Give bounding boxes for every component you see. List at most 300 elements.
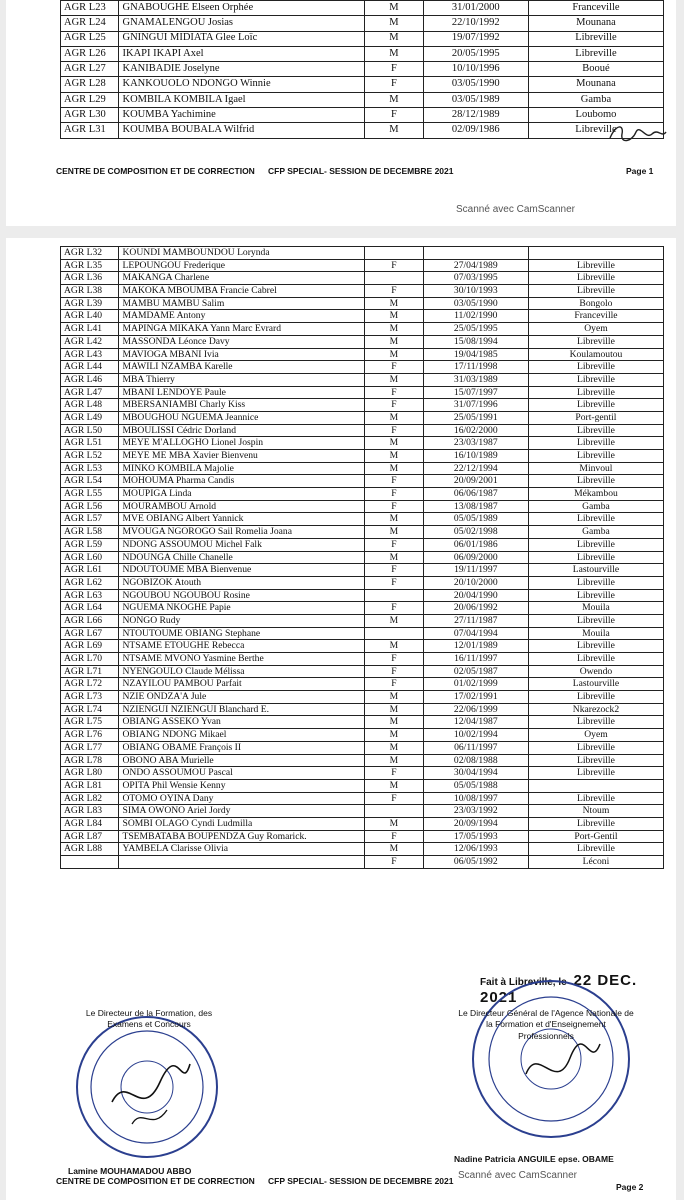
candidate-code: AGR L71 xyxy=(61,665,119,678)
candidate-birthplace: Lastourville xyxy=(528,678,663,691)
candidate-name: MOUPIGA Linda xyxy=(119,488,365,501)
candidate-name: MVE OBIANG Albert Yannick xyxy=(119,513,365,526)
candidate-birthplace: Mounana xyxy=(528,16,663,31)
candidate-sex: M xyxy=(365,716,423,729)
candidate-sex: F xyxy=(365,285,423,298)
table-row xyxy=(61,285,664,298)
candidate-birthplace: Libreville xyxy=(528,31,663,46)
candidate-name: NDOUNGA Chille Chanelle xyxy=(119,551,365,564)
candidate-birthdate: 25/05/1991 xyxy=(423,411,528,424)
candidate-birthplace: Libreville xyxy=(528,538,663,551)
candidate-birthdate: 06/09/2000 xyxy=(423,551,528,564)
candidate-code: AGR L43 xyxy=(61,348,119,361)
candidate-sex: F xyxy=(365,259,423,272)
candidate-name: NYENGOULO Claude Mélissa xyxy=(119,665,365,678)
candidate-name: NGOBIZOK Atouth xyxy=(119,576,365,589)
candidate-code: AGR L60 xyxy=(61,551,119,564)
issued-at-label: Fait à Libreville, le xyxy=(480,977,567,988)
candidate-birthplace: Mouila xyxy=(528,627,663,640)
candidate-birthdate: 02/05/1987 xyxy=(423,665,528,678)
candidate-sex: F xyxy=(365,488,423,501)
footer-left: CENTRE DE COMPOSITION ET DE CORRECTION xyxy=(56,166,255,176)
candidate-name: MOURAMBOU Arnold xyxy=(119,500,365,513)
candidate-birthdate: 15/08/1994 xyxy=(423,335,528,348)
table-row xyxy=(61,77,664,92)
candidate-birthdate: 10/08/1997 xyxy=(423,792,528,805)
table-row xyxy=(61,754,664,767)
candidate-birthplace xyxy=(528,247,663,260)
candidate-name: NGOUBOU NGOUBOU Rosine xyxy=(119,589,365,602)
candidate-name: SOMBI OLAGO Cyndi Ludmilla xyxy=(119,817,365,830)
candidate-birthdate: 20/09/2001 xyxy=(423,475,528,488)
candidate-code: AGR L41 xyxy=(61,323,119,336)
candidate-birthdate: 06/11/1997 xyxy=(423,741,528,754)
candidate-name: MBA Thierry xyxy=(119,373,365,386)
candidate-code: AGR L32 xyxy=(61,247,119,260)
candidate-birthdate: 28/12/1989 xyxy=(423,108,528,123)
candidate-birthplace: Léconi xyxy=(528,856,663,869)
candidate-name: MAKANGA Charlene xyxy=(119,272,365,285)
candidate-name: MASSONDA Léonce Davy xyxy=(119,335,365,348)
candidate-code: AGR L23 xyxy=(61,1,119,16)
candidate-code: AGR L38 xyxy=(61,285,119,298)
candidate-birthdate: 27/04/1989 xyxy=(423,259,528,272)
candidate-birthdate: 19/07/1992 xyxy=(423,31,528,46)
candidate-code: AGR L69 xyxy=(61,640,119,653)
candidate-name: NONGO Rudy xyxy=(119,614,365,627)
table-row xyxy=(61,323,664,336)
candidate-name: MAMBU MAMBU Salim xyxy=(119,297,365,310)
candidate-name: NZIE ONDZA'A Jule xyxy=(119,691,365,704)
candidate-code: AGR L87 xyxy=(61,830,119,843)
candidate-sex: M xyxy=(365,348,423,361)
candidate-code: AGR L70 xyxy=(61,653,119,666)
candidate-sex: F xyxy=(365,399,423,412)
candidate-birthdate: 11/02/1990 xyxy=(423,310,528,323)
candidate-sex: F xyxy=(365,602,423,615)
table-row xyxy=(61,399,664,412)
table-row xyxy=(61,614,664,627)
table-row xyxy=(61,817,664,830)
candidate-sex: M xyxy=(365,843,423,856)
left-signatory-name: Lamine MOUHAMADOU ABBO xyxy=(68,1166,192,1176)
candidate-birthplace: Libreville xyxy=(528,589,663,602)
candidate-birthdate xyxy=(423,247,528,260)
candidate-code: AGR L48 xyxy=(61,399,119,412)
candidate-name: GNAMALENGOU Josias xyxy=(119,16,365,31)
candidate-code: AGR L49 xyxy=(61,411,119,424)
candidate-birthplace: Libreville xyxy=(528,450,663,463)
candidate-birthdate: 23/03/1987 xyxy=(423,437,528,450)
candidate-name: TSEMBATABA BOUPENDZA Guy Romarick. xyxy=(119,830,365,843)
table-row xyxy=(61,348,664,361)
table-row xyxy=(61,792,664,805)
candidate-birthdate: 10/02/1994 xyxy=(423,729,528,742)
candidate-name: IKAPI IKAPI Axel xyxy=(119,46,365,61)
candidate-name: KANKOUOLO NDONGO Winnie xyxy=(119,77,365,92)
candidate-sex: F xyxy=(365,62,423,77)
candidate-sex: M xyxy=(365,373,423,386)
candidate-birthplace: Franceville xyxy=(528,1,663,16)
table-row xyxy=(61,779,664,792)
candidate-name: LEPOUNGOU Frederique xyxy=(119,259,365,272)
candidate-sex: M xyxy=(365,1,423,16)
candidate-sex: M xyxy=(365,31,423,46)
candidate-code: AGR L84 xyxy=(61,817,119,830)
candidate-birthplace: Libreville xyxy=(528,437,663,450)
candidate-birthdate: 19/11/1997 xyxy=(423,564,528,577)
candidate-sex: M xyxy=(365,335,423,348)
candidate-code: AGR L46 xyxy=(61,373,119,386)
candidate-birthdate: 05/05/1988 xyxy=(423,779,528,792)
table-row xyxy=(61,640,664,653)
candidate-birthplace: Libreville xyxy=(528,716,663,729)
candidate-sex: F xyxy=(365,830,423,843)
candidate-sex xyxy=(365,272,423,285)
candidate-name: KOMBILA KOMBILA Igael xyxy=(119,92,365,107)
candidate-birthdate: 22/10/1992 xyxy=(423,16,528,31)
candidate-birthdate: 06/01/1986 xyxy=(423,538,528,551)
candidate-birthplace: Libreville xyxy=(528,576,663,589)
candidate-name: KOUMBA BOUBALA Wilfrid xyxy=(119,123,365,138)
candidate-sex: F xyxy=(365,856,423,869)
table-row xyxy=(61,310,664,323)
candidate-birthdate: 31/01/2000 xyxy=(423,1,528,16)
candidate-name: OBIANG NDONG Mikael xyxy=(119,729,365,742)
candidate-birthplace: Libreville xyxy=(528,691,663,704)
candidate-code: AGR L24 xyxy=(61,16,119,31)
candidate-name: SIMA OWONO Ariel Jordy xyxy=(119,805,365,818)
candidate-name: NGUEMA NKOGHE Papie xyxy=(119,602,365,615)
candidate-birthplace: Libreville xyxy=(528,335,663,348)
candidate-birthdate: 17/11/1998 xyxy=(423,361,528,374)
table-row xyxy=(61,31,664,46)
table-row xyxy=(61,767,664,780)
candidate-code: AGR L61 xyxy=(61,564,119,577)
candidate-name: MBANI LENDOYE Paule xyxy=(119,386,365,399)
candidate-name: MEYE M'ALLOGHO Lionel Jospin xyxy=(119,437,365,450)
candidate-birthplace: Libreville xyxy=(528,792,663,805)
candidate-name: NZAYILOU PAMBOU Parfait xyxy=(119,678,365,691)
scan-watermark: Scanné avec CamScanner xyxy=(458,1170,577,1181)
candidate-sex: M xyxy=(365,462,423,475)
candidate-birthplace: Libreville xyxy=(528,767,663,780)
candidate-birthdate: 05/02/1998 xyxy=(423,526,528,539)
candidate-birthdate: 01/02/1999 xyxy=(423,678,528,691)
candidate-sex: M xyxy=(365,123,423,138)
scan-watermark: Scanné avec CamScanner xyxy=(456,204,575,215)
candidate-sex: F xyxy=(365,678,423,691)
candidate-sex: M xyxy=(365,703,423,716)
candidate-birthplace xyxy=(528,779,663,792)
candidate-birthdate: 12/06/1993 xyxy=(423,843,528,856)
candidate-birthdate: 22/12/1994 xyxy=(423,462,528,475)
table-row xyxy=(61,653,664,666)
candidate-code: AGR L67 xyxy=(61,627,119,640)
table-row xyxy=(61,259,664,272)
candidate-name: KANIBADIE Joselyne xyxy=(119,62,365,77)
right-signatory-name: Nadine Patricia ANGUILE epse. OBAME xyxy=(454,1154,614,1164)
footer-page-number: Page 2 xyxy=(616,1182,644,1192)
candidate-birthplace: Libreville xyxy=(528,741,663,754)
candidate-name: ONDO ASSOUMOU Pascal xyxy=(119,767,365,780)
table-row xyxy=(61,424,664,437)
candidate-code: AGR L30 xyxy=(61,108,119,123)
table-row xyxy=(61,488,664,501)
candidate-name: NTSAME MVONO Yasmine Berthe xyxy=(119,653,365,666)
candidate-birthplace: Libreville xyxy=(528,653,663,666)
candidate-name: MVOUGA NGOROGO Sail Romelia Joana xyxy=(119,526,365,539)
candidate-sex xyxy=(365,805,423,818)
table-row xyxy=(61,297,664,310)
candidate-code: AGR L73 xyxy=(61,691,119,704)
candidate-birthplace: Libreville xyxy=(528,754,663,767)
candidate-sex xyxy=(365,247,423,260)
candidate-sex xyxy=(365,627,423,640)
candidate-name: GNINGUI MIDIATA Glee Loïc xyxy=(119,31,365,46)
candidate-name: OBIANG ASSEKO Yvan xyxy=(119,716,365,729)
candidate-birthplace: Libreville xyxy=(528,399,663,412)
candidate-birthdate: 03/05/1990 xyxy=(423,297,528,310)
candidate-birthdate: 20/06/1992 xyxy=(423,602,528,615)
table-row xyxy=(61,16,664,31)
candidate-sex: F xyxy=(365,538,423,551)
candidate-sex: F xyxy=(365,77,423,92)
candidate-birthplace: Libreville xyxy=(528,843,663,856)
candidate-birthdate: 20/04/1990 xyxy=(423,589,528,602)
table-row xyxy=(61,437,664,450)
candidate-name: MINKO KOMBILA Majolie xyxy=(119,462,365,475)
table-row xyxy=(61,843,664,856)
candidate-name: MOHOUMA Pharma Candis xyxy=(119,475,365,488)
official-seal-right-icon xyxy=(466,974,636,1144)
candidate-sex: M xyxy=(365,741,423,754)
candidate-birthdate: 20/10/2000 xyxy=(423,576,528,589)
candidate-birthdate: 27/11/1987 xyxy=(423,614,528,627)
table-row xyxy=(61,272,664,285)
candidate-birthdate: 10/10/1996 xyxy=(423,62,528,77)
candidate-birthplace: Libreville xyxy=(528,551,663,564)
candidate-birthdate: 05/05/1989 xyxy=(423,513,528,526)
candidate-name: NTOUTOUME OBIANG Stephane xyxy=(119,627,365,640)
candidate-code: AGR L54 xyxy=(61,475,119,488)
candidate-sex: F xyxy=(365,792,423,805)
candidate-sex: F xyxy=(365,653,423,666)
table-row xyxy=(61,373,664,386)
table-row xyxy=(61,513,664,526)
candidate-sex: M xyxy=(365,297,423,310)
table-row xyxy=(61,62,664,77)
candidate-birthplace: Ntoum xyxy=(528,805,663,818)
candidate-name: OBONO ABA Murielle xyxy=(119,754,365,767)
candidate-code: AGR L77 xyxy=(61,741,119,754)
candidate-code: AGR L52 xyxy=(61,450,119,463)
candidate-name: MBERSANIAMBI Charly Kiss xyxy=(119,399,365,412)
candidate-code: AGR L29 xyxy=(61,92,119,107)
candidate-code: AGR L78 xyxy=(61,754,119,767)
right-signatory-title: Le Directeur Général de l'Agence Nationale de la Formation et d'Enseignement Professionnels xyxy=(458,1008,634,1041)
table-row xyxy=(61,92,664,107)
candidate-birthdate: 13/08/1987 xyxy=(423,500,528,513)
candidate-name: OTOMO OYINA Dany xyxy=(119,792,365,805)
candidate-birthdate: 16/10/1989 xyxy=(423,450,528,463)
candidate-birthplace: Koulamoutou xyxy=(528,348,663,361)
candidate-birthplace: Libreville xyxy=(528,640,663,653)
candidate-birthdate: 16/02/2000 xyxy=(423,424,528,437)
candidate-code: AGR L51 xyxy=(61,437,119,450)
candidate-birthplace: Libreville xyxy=(528,272,663,285)
candidate-code: AGR L36 xyxy=(61,272,119,285)
candidate-birthdate: 07/03/1995 xyxy=(423,272,528,285)
candidate-code: AGR L59 xyxy=(61,538,119,551)
candidate-birthplace: Libreville xyxy=(528,513,663,526)
footer-left: CENTRE DE COMPOSITION ET DE CORRECTION xyxy=(56,1176,255,1186)
candidate-sex: M xyxy=(365,450,423,463)
candidate-birthdate: 31/07/1996 xyxy=(423,399,528,412)
candidate-code: AGR L80 xyxy=(61,767,119,780)
candidate-birthplace: Libreville xyxy=(528,46,663,61)
candidate-code: AGR L88 xyxy=(61,843,119,856)
table-row xyxy=(61,602,664,615)
table-row xyxy=(61,1,664,16)
candidate-birthdate: 02/09/1986 xyxy=(423,123,528,138)
candidate-sex: M xyxy=(365,691,423,704)
candidate-sex: F xyxy=(365,108,423,123)
left-signatory-title: Le Directeur de la Formation, des Examens et Concours xyxy=(85,1008,213,1030)
candidate-birthdate: 30/04/1994 xyxy=(423,767,528,780)
candidate-name: OBIANG OBAME François II xyxy=(119,741,365,754)
candidate-sex: M xyxy=(365,437,423,450)
candidate-sex xyxy=(365,589,423,602)
candidate-sex: F xyxy=(365,500,423,513)
candidate-birthplace: Owendo xyxy=(528,665,663,678)
candidate-code: AGR L57 xyxy=(61,513,119,526)
candidate-birthdate: 06/05/1992 xyxy=(423,856,528,869)
candidate-birthdate: 17/05/1993 xyxy=(423,830,528,843)
candidate-table-body xyxy=(61,1,664,139)
table-row xyxy=(61,741,664,754)
candidate-sex: F xyxy=(365,475,423,488)
table-row xyxy=(61,564,664,577)
table-row xyxy=(61,386,664,399)
candidate-birthplace: Libreville xyxy=(528,285,663,298)
candidate-code: AGR L83 xyxy=(61,805,119,818)
candidate-sex: M xyxy=(365,16,423,31)
table-row xyxy=(61,627,664,640)
official-seal-left-icon xyxy=(72,1012,222,1162)
candidate-birthplace: Libreville xyxy=(528,424,663,437)
candidate-code: AGR L44 xyxy=(61,361,119,374)
candidate-code: AGR L47 xyxy=(61,386,119,399)
document-page-1 xyxy=(6,0,676,226)
table-row xyxy=(61,691,664,704)
candidate-birthdate: 19/04/1985 xyxy=(423,348,528,361)
candidate-birthplace: Libreville xyxy=(528,361,663,374)
candidate-birthplace: Libreville xyxy=(528,475,663,488)
candidate-name: NTSAME ETOUGHE Rebecca xyxy=(119,640,365,653)
candidate-code: AGR L28 xyxy=(61,77,119,92)
candidate-name: MEYE ME MBA Xavier Bienvenu xyxy=(119,450,365,463)
candidate-code: AGR L75 xyxy=(61,716,119,729)
candidate-sex: F xyxy=(365,386,423,399)
candidate-sex: M xyxy=(365,513,423,526)
candidate-code: AGR L72 xyxy=(61,678,119,691)
candidate-sex: F xyxy=(365,767,423,780)
candidate-code: AGR L40 xyxy=(61,310,119,323)
candidate-sex: M xyxy=(365,323,423,336)
table-row xyxy=(61,123,664,138)
candidate-name: NDONG ASSOUMOU Michel Falk xyxy=(119,538,365,551)
candidate-birthplace: Port-Gentil xyxy=(528,830,663,843)
candidate-birthplace: Lastourville xyxy=(528,564,663,577)
candidate-birthplace: Libreville xyxy=(528,123,663,138)
candidate-code: AGR L76 xyxy=(61,729,119,742)
table-row xyxy=(61,450,664,463)
candidate-code: AGR L50 xyxy=(61,424,119,437)
candidate-birthdate: 30/10/1993 xyxy=(423,285,528,298)
candidate-sex: M xyxy=(365,779,423,792)
candidate-sex: M xyxy=(365,729,423,742)
candidate-name: NDOUTOUME MBA Bienvenue xyxy=(119,564,365,577)
candidate-sex: M xyxy=(365,551,423,564)
candidate-code: AGR L55 xyxy=(61,488,119,501)
table-row xyxy=(61,576,664,589)
candidate-birthdate: 07/04/1994 xyxy=(423,627,528,640)
table-row xyxy=(61,551,664,564)
candidate-name: GNABOUGHE Elseen Orphée xyxy=(119,1,365,16)
candidate-code: AGR L56 xyxy=(61,500,119,513)
candidate-birthplace: Libreville xyxy=(528,259,663,272)
table-row xyxy=(61,856,664,869)
candidate-code: AGR L31 xyxy=(61,123,119,138)
candidate-birthplace: Mékambou xyxy=(528,488,663,501)
candidate-name: NZIENGUI NZIENGUI Blanchard E. xyxy=(119,703,365,716)
candidate-birthplace: Nkarezock2 xyxy=(528,703,663,716)
candidate-code: AGR L27 xyxy=(61,62,119,77)
candidate-code: AGR L39 xyxy=(61,297,119,310)
candidate-birthdate: 16/11/1997 xyxy=(423,653,528,666)
candidate-birthplace: Booué xyxy=(528,62,663,77)
candidate-sex: F xyxy=(365,665,423,678)
candidate-name: MAVIOGA MBANI Ivia xyxy=(119,348,365,361)
table-row xyxy=(61,475,664,488)
candidate-name: MBOULISSI Cédric Dorland xyxy=(119,424,365,437)
candidate-sex: F xyxy=(365,576,423,589)
candidate-birthplace: Mouila xyxy=(528,602,663,615)
candidate-table-body xyxy=(61,247,664,869)
candidate-birthdate: 17/02/1991 xyxy=(423,691,528,704)
candidate-sex: M xyxy=(365,614,423,627)
table-row xyxy=(61,678,664,691)
candidate-code: AGR L82 xyxy=(61,792,119,805)
candidate-birthdate: 12/04/1987 xyxy=(423,716,528,729)
table-row xyxy=(61,665,664,678)
candidate-birthplace: Minvoul xyxy=(528,462,663,475)
candidate-birthplace: Franceville xyxy=(528,310,663,323)
candidate-birthplace: Libreville xyxy=(528,386,663,399)
footer-center: CFP SPECIAL- SESSION DE DECEMBRE 2021 xyxy=(268,166,454,176)
candidate-birthdate: 23/03/1992 xyxy=(423,805,528,818)
candidate-birthplace: Libreville xyxy=(528,817,663,830)
candidate-sex: M xyxy=(365,754,423,767)
footer-center: CFP SPECIAL- SESSION DE DECEMBRE 2021 xyxy=(268,1176,454,1186)
candidate-birthdate: 12/01/1989 xyxy=(423,640,528,653)
candidate-birthdate: 22/06/1999 xyxy=(423,703,528,716)
table-row xyxy=(61,589,664,602)
candidate-birthdate: 15/07/1997 xyxy=(423,386,528,399)
footer-page-number: Page 1 xyxy=(626,166,654,176)
candidate-sex: F xyxy=(365,564,423,577)
